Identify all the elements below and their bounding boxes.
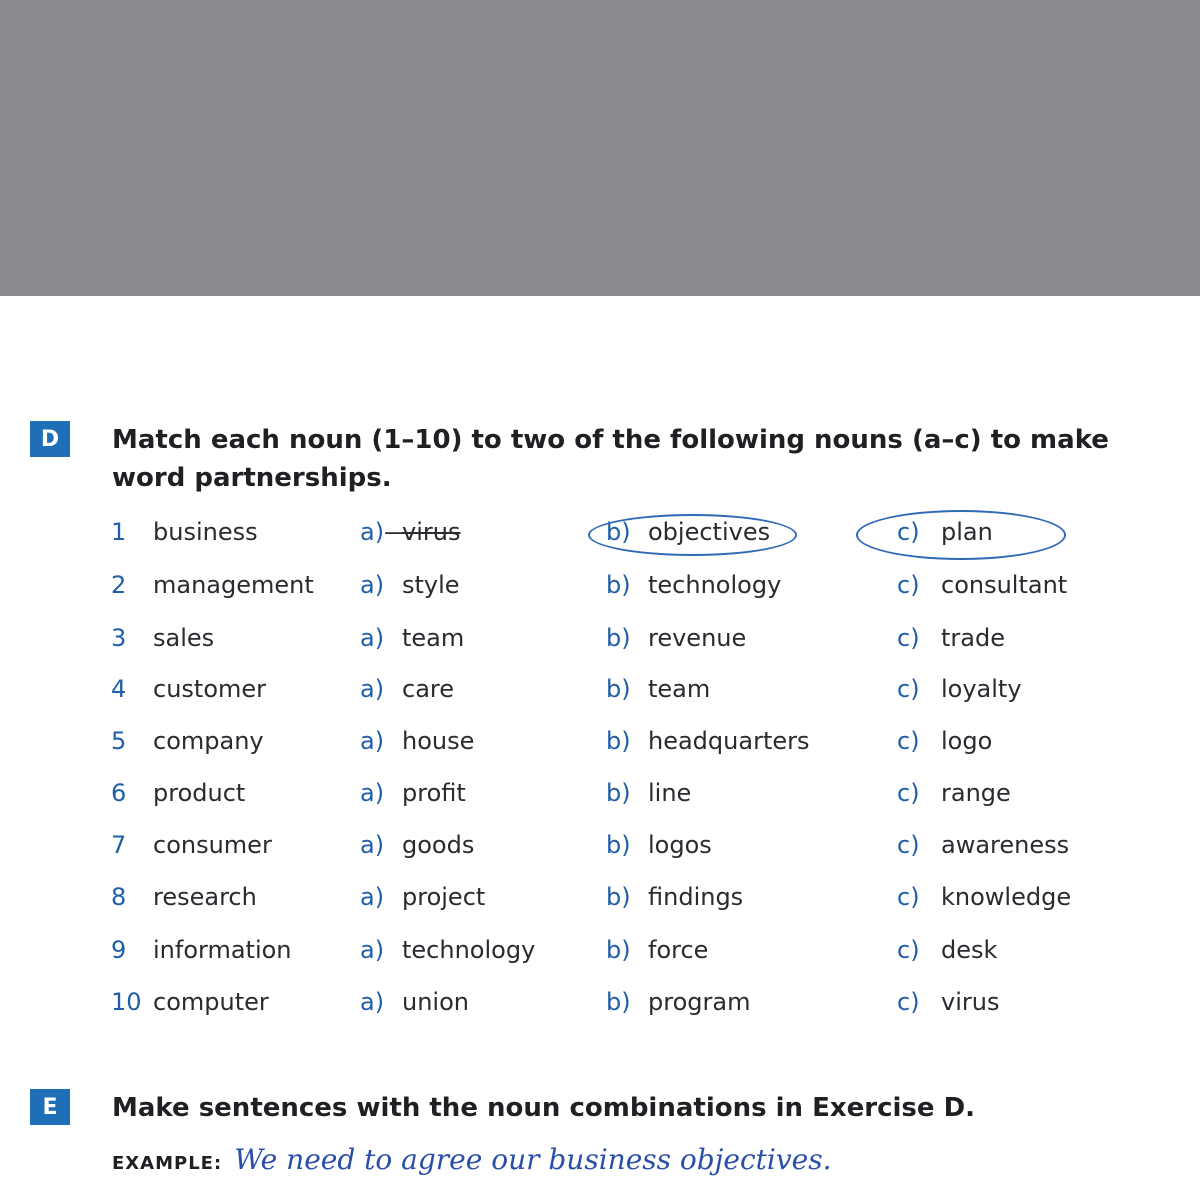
row-noun: sales [153, 624, 215, 652]
table-row [0, 877, 1200, 917]
row-a-letter: a) [360, 831, 385, 859]
section-d-instruction: Match each noun (1–10) to two of the following nouns (a–c) to make word partnerships. [112, 425, 1109, 493]
row-c-letter: c) [897, 883, 920, 911]
row-b: force [648, 936, 709, 964]
row-b: objectives [648, 518, 771, 546]
row-c: loyalty [941, 675, 1022, 703]
row-c: knowledge [941, 883, 1072, 911]
top-gray-band [0, 0, 1200, 296]
row-num: 6 [111, 779, 127, 807]
row-noun: research [153, 883, 257, 911]
row-b: team [648, 675, 711, 703]
row-c: desk [941, 936, 998, 964]
row-noun: consumer [153, 831, 272, 859]
row-a-letter: a) [360, 988, 385, 1016]
row-b-letter: b) [606, 831, 631, 859]
row-a: profit [402, 779, 466, 807]
row-a-letter: a) [360, 675, 385, 703]
table-row [0, 565, 1200, 605]
table-row [0, 930, 1200, 970]
row-a-letter: a) [360, 624, 385, 652]
row-b-letter: b) [606, 675, 631, 703]
row-a-letter: a) [360, 936, 385, 964]
row-num: 7 [111, 831, 127, 859]
row-c: range [941, 779, 1011, 807]
row-b: findings [648, 883, 744, 911]
row-c: awareness [941, 831, 1070, 859]
row-b: program [648, 988, 751, 1016]
row-c-letter: c) [897, 571, 920, 599]
row-num: 8 [111, 883, 127, 911]
row-num: 4 [111, 675, 127, 703]
row-b-letter: b) [606, 779, 631, 807]
row-c-letter: c) [897, 518, 920, 546]
table-row [0, 825, 1200, 865]
table-row [0, 721, 1200, 761]
row-b-letter: b) [606, 624, 631, 652]
row-a-letter: a) [360, 571, 385, 599]
row-b: revenue [648, 624, 747, 652]
row-a-letter: a) [360, 727, 385, 755]
row-c: plan [941, 518, 993, 546]
row-b-letter: b) [606, 571, 631, 599]
row-b: logos [648, 831, 712, 859]
row-noun: management [153, 571, 314, 599]
row-a: goods [402, 831, 475, 859]
row-num: 2 [111, 571, 127, 599]
row-b-letter: b) [606, 936, 631, 964]
row-num: 1 [111, 518, 127, 546]
row-noun: customer [153, 675, 267, 703]
table-row [0, 618, 1200, 658]
circled-answer-c [856, 510, 1066, 560]
row-a: project [402, 883, 486, 911]
circled-answer-b [588, 514, 797, 556]
example-label: EXAMPLE: [112, 1153, 223, 1174]
row-c-letter: c) [897, 727, 920, 755]
row-a-letter: a) [360, 518, 385, 546]
row-c-letter: c) [897, 831, 920, 859]
example-line [112, 1143, 831, 1183]
row-b-letter: b) [606, 518, 631, 546]
row-b-letter: b) [606, 727, 631, 755]
row-num: 10 [111, 988, 142, 1016]
row-a: technology [402, 936, 536, 964]
row-c: virus [941, 988, 1000, 1016]
row-noun: product [153, 779, 246, 807]
table-row [0, 669, 1200, 709]
row-a: team [402, 624, 465, 652]
row-a-letter: a) [360, 883, 385, 911]
strike-dash: — [384, 518, 408, 546]
row-num: 5 [111, 727, 127, 755]
row-b-letter: b) [606, 988, 631, 1016]
row-num: 3 [111, 624, 127, 652]
section-e-badge: E [30, 1089, 70, 1125]
row-a: style [402, 571, 460, 599]
row-noun: information [153, 936, 292, 964]
table-row [0, 982, 1200, 1022]
row-b: line [648, 779, 692, 807]
row-c: logo [941, 727, 993, 755]
row-c-letter: c) [897, 624, 920, 652]
row-a: care [402, 675, 455, 703]
section-d-badge: D [30, 421, 70, 457]
row-c-letter: c) [897, 988, 920, 1016]
table-row [0, 773, 1200, 813]
row-a: union [402, 988, 469, 1016]
row-c-letter: c) [897, 675, 920, 703]
row-b-letter: b) [606, 883, 631, 911]
crossed-out-option: virus [402, 518, 461, 546]
row-noun: company [153, 727, 264, 755]
row-noun: computer [153, 988, 269, 1016]
row-c: consultant [941, 571, 1068, 599]
row-a-letter: a) [360, 779, 385, 807]
row-c: trade [941, 624, 1005, 652]
row-num: 9 [111, 936, 127, 964]
row-noun: business [153, 518, 258, 546]
section-e-instruction: Make sentences with the noun combinations in Exercise D. [112, 1093, 976, 1123]
row-b: technology [648, 571, 782, 599]
row-c-letter: c) [897, 936, 920, 964]
row-b: headquarters [648, 727, 810, 755]
example-handwritten-text: We need to agree our business objectives. [234, 1143, 832, 1176]
row-a: house [402, 727, 475, 755]
row-c-letter: c) [897, 779, 920, 807]
